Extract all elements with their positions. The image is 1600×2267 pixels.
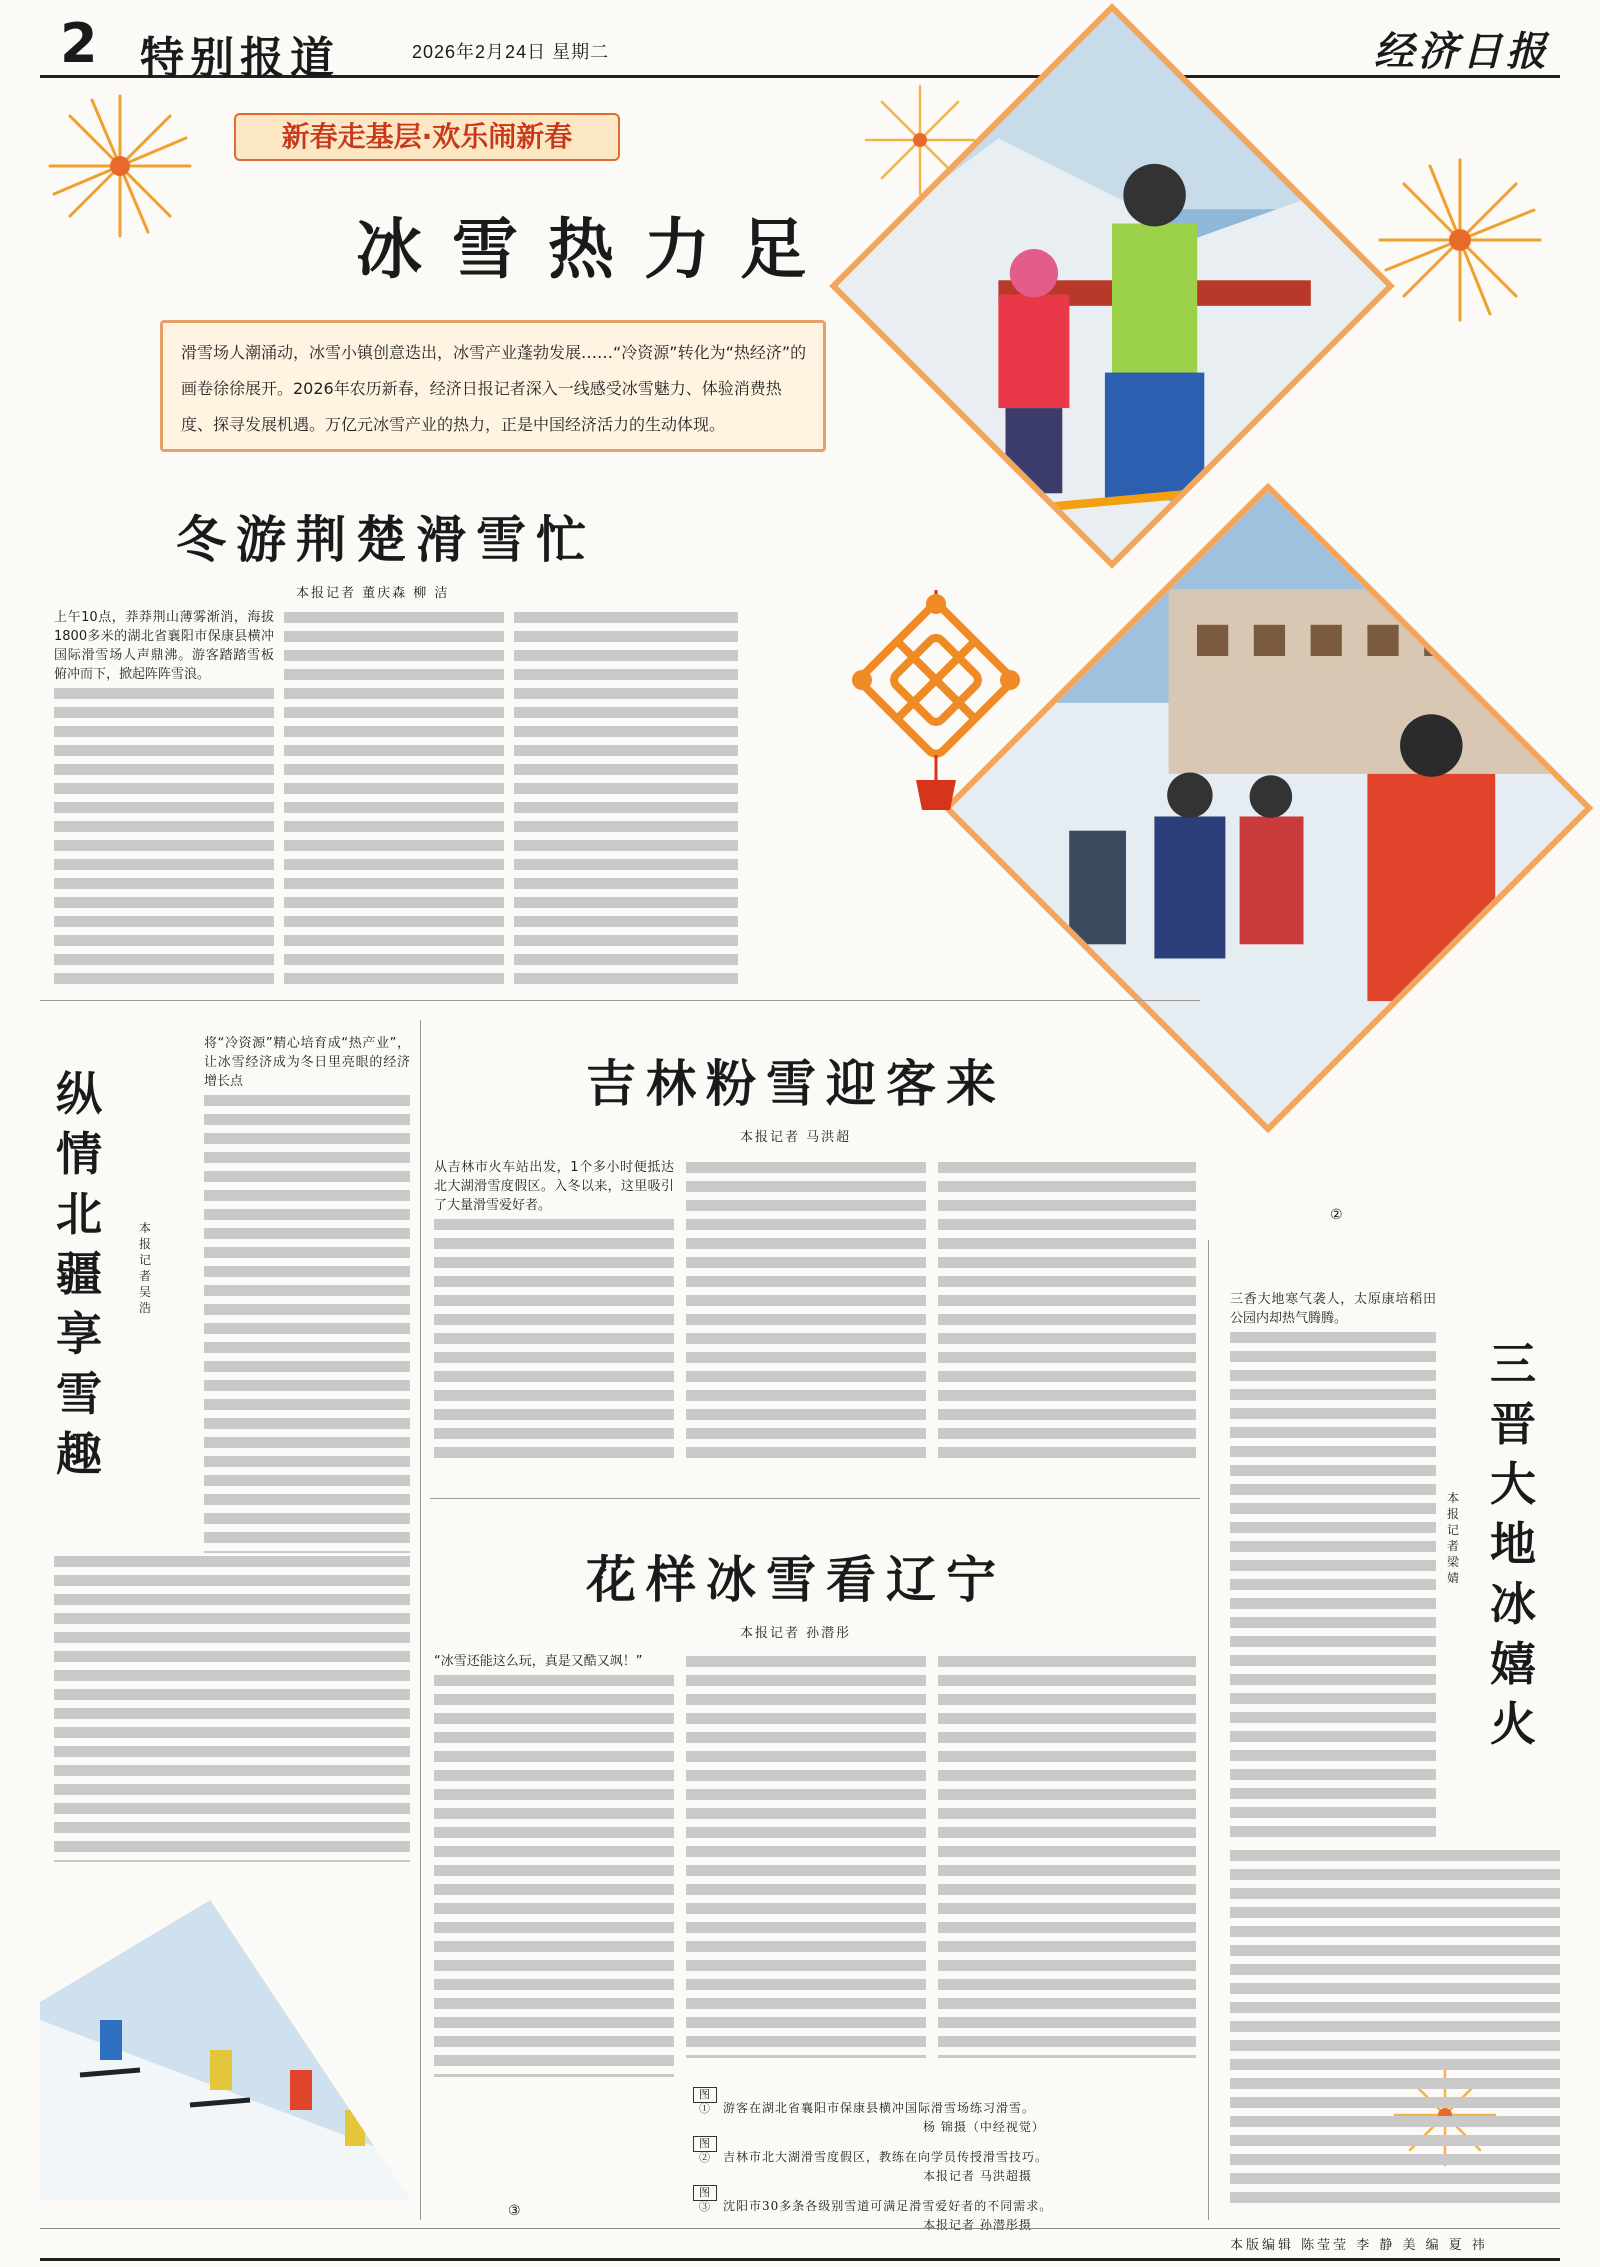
article-jilin-col-3 [938, 1158, 1196, 1464]
caption-3: 图③ 沈阳市30多条各级别雪道可满足滑雪爱好者的不同需求。 [693, 2185, 1143, 2216]
caption-2: 图② 吉林市北大湖滑雪度假区，教练在向学员传授滑雪技巧。 [693, 2136, 1143, 2167]
article-inner-mongolia-col-2 [54, 1552, 410, 1862]
article-hubei-col-1 [54, 608, 274, 988]
byline-liaoning: 本报记者 孙潜彤 [740, 1626, 852, 1641]
headline-hubei: 冬游荆楚滑雪忙 [176, 510, 596, 569]
article-hubei-col-3 [514, 608, 738, 988]
photo-number-3: ③ [508, 2202, 521, 2218]
article-shanxi-lead: 三香大地寒气袭人，太原康培稻田公园内却热气腾腾。 [1230, 1292, 1436, 1326]
article-liaoning-col-1 [434, 1652, 674, 2077]
photo-captions [693, 2087, 1143, 2234]
intro-box [160, 320, 826, 452]
caption-1: 图① 游客在湖北省襄阳市保康县横冲国际滑雪场练习滑雪。 [693, 2087, 1143, 2118]
campaign-banner [234, 113, 620, 161]
article-liaoning-lead: “冰雪还能这么玩，真是又酷又飒！” [434, 1654, 643, 1669]
firework-icon [1370, 150, 1550, 330]
intro-text: 滑雪场人潮涌动，冰雪小镇创意迭出，冰雪产业蓬勃发展……“冷资源”转化为“热经济”的画卷徐徐展开。2026年农历新春，经济日报记者深入一线感受冰雪魅力、体验消费热度、探寻发展机遇。万亿元冰雪产业的热力，正是中国经济活力的生动体现。 [181, 343, 807, 434]
banner-text: 新春走基层·欢乐闹新春 [281, 120, 573, 153]
issue-date: 2026年2月24日 星期二 [412, 42, 610, 62]
headline-liaoning: 花样冰雪看辽宁 [586, 1550, 1006, 1609]
photo-2-ski-coaching [943, 483, 1594, 1134]
article-hubei-lead: 上午10点，莽莽荆山薄雾渐消，海拔1800多米的湖北省襄阳市保康县横冲国际滑雪场人声鼎沸。游客踏踏雪板俯冲而下，掀起阵阵雪浪。 [54, 610, 274, 682]
footer-rule [40, 2258, 1560, 2261]
caption-3-credit: 本报记者 孙潜彤摄 [923, 2218, 1032, 2232]
paper-logo: 经济日报 [1374, 28, 1550, 75]
caption-2-credit: 本报记者 马洪超摄 [923, 2169, 1032, 2183]
column-divider [1208, 1240, 1209, 2220]
section-divider [430, 1498, 1200, 1499]
chinese-knot-icon [836, 590, 1036, 810]
article-shanxi-col-1 [1230, 1290, 1436, 1838]
editors-credit: 本版编辑 陈莹莹 李 静 美 编 夏 祎 [1230, 2238, 1488, 2253]
headline-inner-mongolia: 纵情北疆享雪趣 [56, 1067, 112, 1481]
photo-number-2: ② [1330, 1206, 1343, 1222]
firework-icon [40, 86, 200, 246]
caption-1-credit: 杨 锦摄（中经视觉） [923, 2120, 1045, 2134]
headline-shanxi: 三晋大地冰嬉火 [1490, 1337, 1546, 1751]
page-number: 2 [60, 12, 98, 75]
page-main-title: 冰雪热力足 [356, 211, 836, 288]
article-inner-mongolia-col-1 [204, 1034, 410, 1553]
article-liaoning-col-2 [686, 1652, 926, 2058]
column-divider [420, 1020, 421, 2220]
headline-jilin: 吉林粉雪迎客来 [586, 1054, 1006, 1113]
byline-shanxi: 本报记者 梁 婧 [1446, 1491, 1461, 1585]
section-title: 特别报道 [140, 33, 340, 84]
masthead [40, 12, 1560, 84]
article-hubei-col-2 [284, 608, 504, 988]
footer-rule [40, 2228, 1560, 2229]
article-liaoning-col-3 [938, 1652, 1196, 2058]
article-shanxi-col-2 [1230, 1846, 1560, 2206]
photo-3-snowboard [40, 1900, 410, 2200]
byline-jilin: 本报记者 马洪超 [740, 1130, 852, 1145]
byline-hubei: 本报记者 董庆森 柳 洁 [296, 586, 450, 601]
article-jilin-col-1 [434, 1158, 674, 1463]
section-divider [40, 1000, 1200, 1001]
article-jilin-col-2 [686, 1158, 926, 1464]
article-inner-mongolia-lead: 将“冷资源”精心培育成“热产业”，让冰雪经济成为冬日里亮眼的经济增长点 [204, 1036, 410, 1089]
article-jilin-lead: 从吉林市火车站出发，1个多小时便抵达北大湖滑雪度假区。入冬以来，这里吸引了大量滑雪爱好者。 [434, 1160, 674, 1213]
byline-inner-mongolia: 本报记者 吴 浩 [138, 1221, 153, 1315]
